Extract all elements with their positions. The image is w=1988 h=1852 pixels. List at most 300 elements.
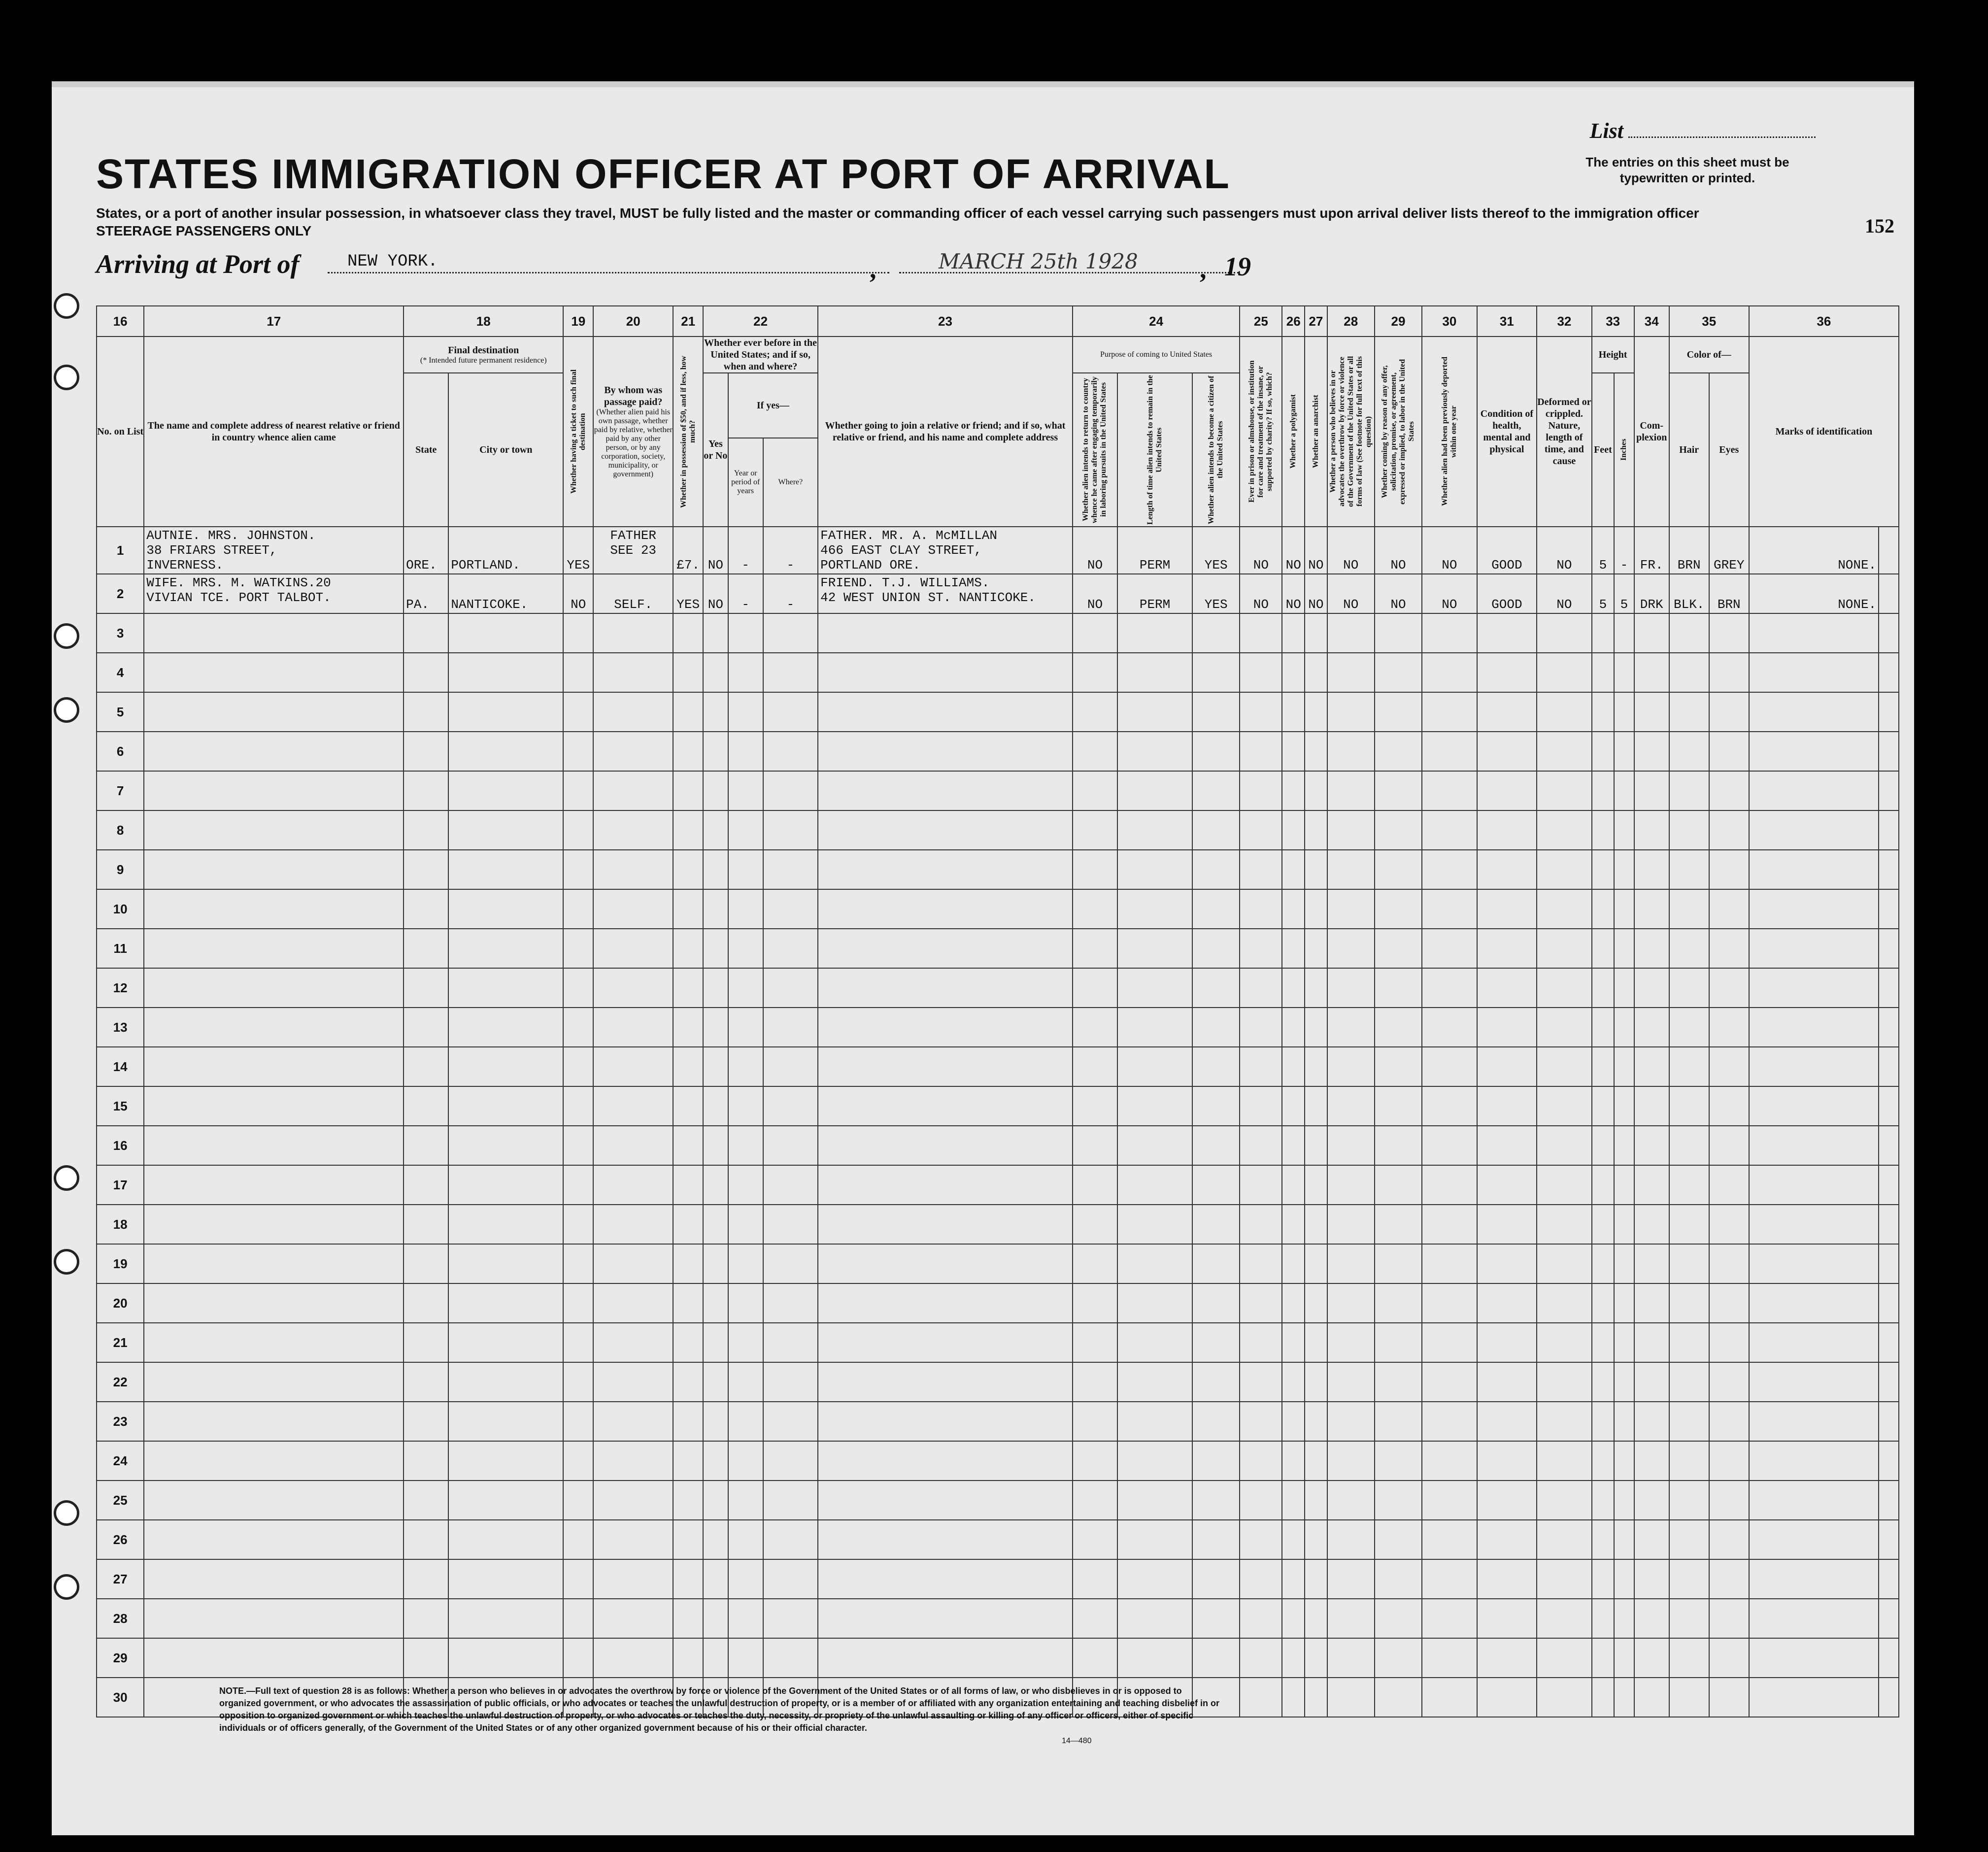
row-number: 26	[97, 1520, 144, 1559]
empty-cell	[1422, 929, 1477, 968]
column-number: 24	[1073, 306, 1240, 337]
empty-cell	[728, 1205, 763, 1244]
empty-cell	[1192, 1008, 1240, 1047]
empty-cell	[1240, 1165, 1282, 1205]
date-field: MARCH 25th 1928	[899, 251, 1239, 273]
cell-length: PERM	[1117, 574, 1192, 613]
table-row	[97, 968, 1899, 1008]
empty-cell	[763, 771, 818, 810]
cell-q28: NO	[1327, 527, 1375, 574]
empty-cell	[673, 1126, 703, 1165]
empty-cell	[1634, 1165, 1669, 1205]
empty-cell	[1422, 1638, 1477, 1678]
empty-cell	[1614, 1126, 1634, 1165]
empty-cell	[1537, 850, 1591, 889]
empty-cell	[703, 810, 728, 850]
empty-cell	[144, 1402, 404, 1441]
column-number: 31	[1477, 306, 1537, 337]
empty-cell	[448, 1481, 563, 1520]
empty-cell	[1375, 1638, 1422, 1678]
binder-hole	[54, 1165, 79, 1191]
empty-cell	[563, 1599, 593, 1638]
intro-line-1: States, or a port of another insular possession, in whatsoever class they travel, MUST be fully listed and the master or commanding officer of each vessel carrying such passengers must upon arrival deliver lists thereof to the immigration officer	[96, 205, 1699, 221]
empty-cell	[1634, 1323, 1669, 1362]
table-row	[97, 810, 1899, 850]
empty-cell	[593, 1283, 673, 1323]
empty-cell	[448, 850, 563, 889]
row-number: 9	[97, 850, 144, 889]
empty-cell	[593, 1441, 673, 1481]
empty-cell	[818, 1599, 1073, 1638]
empty-cell	[1669, 1165, 1709, 1205]
cell-inches: -	[1614, 527, 1634, 574]
empty-cell	[1669, 1283, 1709, 1323]
empty-cell	[1422, 968, 1477, 1008]
empty-cell	[1669, 1047, 1709, 1086]
empty-cell	[1669, 1559, 1709, 1599]
empty-cell	[728, 929, 763, 968]
empty-cell	[563, 1126, 593, 1165]
empty-cell	[144, 850, 404, 889]
paid-by-note: (Whether alien paid his own passage, whether paid by relative, whether paid by any other person, or by any corporation, society, municipality, or government)	[594, 408, 673, 478]
empty-cell	[1375, 1244, 1422, 1283]
empty-cell	[1537, 1481, 1591, 1520]
empty-cell	[1592, 732, 1615, 771]
empty-cell	[144, 929, 404, 968]
empty-cell	[1073, 1599, 1117, 1638]
join-line-1: FRIEND. T.J. WILLIAMS.	[820, 575, 990, 590]
empty-cell	[1537, 1205, 1591, 1244]
row-number: 14	[97, 1047, 144, 1086]
empty-cell	[818, 653, 1073, 692]
empty-cell	[448, 653, 563, 692]
empty-cell	[1422, 1086, 1477, 1126]
empty-cell	[1749, 968, 1879, 1008]
empty-cell	[144, 1362, 404, 1402]
empty-cell	[144, 1165, 404, 1205]
empty-cell	[1282, 850, 1305, 889]
empty-cell	[448, 810, 563, 850]
empty-cell	[1117, 1362, 1192, 1402]
empty-cell	[763, 732, 818, 771]
empty-cell	[1327, 1008, 1375, 1047]
empty-cell	[728, 1520, 763, 1559]
empty-cell	[1073, 1126, 1117, 1165]
row-number: 8	[97, 810, 144, 850]
empty-cell	[1614, 889, 1634, 929]
empty-cell	[673, 1047, 703, 1086]
row-number: 7	[97, 771, 144, 810]
empty-cell	[1240, 1441, 1282, 1481]
empty-cell	[1375, 692, 1422, 732]
cell-where: -	[763, 574, 818, 613]
empty-cell	[1327, 1086, 1375, 1126]
empty-cell	[1375, 968, 1422, 1008]
empty-cell	[1634, 1599, 1669, 1638]
empty-cell	[1749, 1481, 1879, 1520]
row-number: 23	[97, 1402, 144, 1441]
empty-cell	[1240, 968, 1282, 1008]
empty-cell	[703, 613, 728, 653]
empty-cell	[563, 771, 593, 810]
row-number: 13	[97, 1008, 144, 1047]
empty-cell	[1375, 1086, 1422, 1126]
empty-cell	[1634, 850, 1669, 889]
intro-text	[96, 204, 1699, 240]
empty-cell	[1282, 1520, 1305, 1559]
empty-cell	[1240, 732, 1282, 771]
empty-cell	[1073, 1362, 1117, 1402]
final-destination-label: Final destination	[448, 345, 519, 356]
row-number: 11	[97, 929, 144, 968]
empty-cell	[1537, 1047, 1591, 1086]
row-number: 3	[97, 613, 144, 653]
empty-cell	[1375, 1402, 1422, 1441]
empty-cell	[1879, 889, 1899, 929]
empty-cell	[1749, 692, 1879, 732]
manifest-sheet	[52, 81, 1914, 1835]
empty-cell	[1634, 968, 1669, 1008]
empty-cell	[1117, 1481, 1192, 1520]
column-number: 30	[1422, 306, 1477, 337]
empty-cell	[1879, 1008, 1899, 1047]
empty-cell	[1537, 1244, 1591, 1283]
empty-cell	[1282, 1678, 1305, 1717]
empty-cell	[144, 1047, 404, 1086]
empty-cell	[1240, 1599, 1282, 1638]
cell-nearest-relative	[144, 527, 404, 574]
empty-cell	[1592, 1008, 1615, 1047]
cell-paid-by: SELF.	[593, 574, 673, 613]
empty-cell	[818, 1638, 1073, 1678]
cell-hair: BRN	[1669, 527, 1709, 574]
cell-ticket: NO	[563, 574, 593, 613]
empty-cell	[1073, 850, 1117, 889]
empty-cell	[563, 1086, 593, 1126]
empty-cell	[593, 613, 673, 653]
table-row	[97, 613, 1899, 653]
header-if-yes: If yes—	[728, 373, 818, 438]
empty-cell	[1240, 692, 1282, 732]
empty-cell	[1879, 1599, 1899, 1638]
empty-cell	[593, 1362, 673, 1402]
empty-cell	[818, 692, 1073, 732]
empty-cell	[1282, 771, 1305, 810]
empty-cell	[763, 1441, 818, 1481]
empty-cell	[1537, 771, 1591, 810]
empty-cell	[1422, 653, 1477, 692]
empty-cell	[818, 1323, 1073, 1362]
empty-cell	[144, 1086, 404, 1126]
empty-cell	[703, 1362, 728, 1402]
empty-cell	[1709, 1126, 1749, 1165]
row-number: 25	[97, 1481, 144, 1520]
empty-cell	[1709, 1008, 1749, 1047]
empty-cell	[563, 889, 593, 929]
empty-cell	[1073, 1283, 1117, 1323]
empty-cell	[728, 771, 763, 810]
empty-cell	[703, 771, 728, 810]
empty-cell	[703, 1599, 728, 1638]
empty-cell	[818, 889, 1073, 929]
row-number: 28	[97, 1599, 144, 1638]
empty-cell	[1192, 1520, 1240, 1559]
empty-cell	[1669, 1362, 1709, 1402]
empty-cell	[1879, 810, 1899, 850]
empty-cell	[1477, 1165, 1537, 1205]
header-before-us: Whether ever before in the United States; and if so, when and where?	[703, 337, 818, 373]
empty-cell	[1375, 1559, 1422, 1599]
empty-cell	[1749, 1205, 1879, 1244]
empty-cell	[1669, 1678, 1709, 1717]
relative-line-1: AUTNIE. MRS. JOHNSTON.	[146, 528, 316, 543]
empty-cell	[1240, 1126, 1282, 1165]
empty-cell	[448, 1008, 563, 1047]
column-number: 23	[818, 306, 1073, 337]
row-number: 10	[97, 889, 144, 929]
empty-cell	[818, 732, 1073, 771]
empty-cell	[1477, 1086, 1537, 1126]
empty-cell	[1192, 1402, 1240, 1441]
empty-cell	[728, 613, 763, 653]
empty-cell	[1879, 771, 1899, 810]
column-number: 32	[1537, 306, 1591, 337]
empty-cell	[1327, 1678, 1375, 1717]
empty-cell	[1879, 1638, 1899, 1678]
empty-cell	[1305, 692, 1327, 732]
empty-cell	[1614, 1638, 1634, 1678]
empty-cell	[1614, 692, 1634, 732]
empty-cell	[144, 1559, 404, 1599]
empty-cell	[1282, 1283, 1305, 1323]
empty-cell	[703, 1402, 728, 1441]
empty-cell	[1537, 1678, 1591, 1717]
sheet-number: 152	[1865, 215, 1894, 237]
empty-cell	[1669, 692, 1709, 732]
year-prefix: 19	[1224, 252, 1251, 281]
empty-cell	[404, 1283, 448, 1323]
empty-cell	[1537, 1323, 1591, 1362]
empty-cell	[703, 1165, 728, 1205]
empty-cell	[1749, 732, 1879, 771]
empty-cell	[1422, 1244, 1477, 1283]
empty-cell	[593, 889, 673, 929]
empty-cell	[1634, 1126, 1669, 1165]
table-row	[97, 653, 1899, 692]
empty-cell	[673, 1638, 703, 1678]
empty-cell	[1327, 1599, 1375, 1638]
empty-cell	[1073, 889, 1117, 929]
empty-cell	[1477, 1520, 1537, 1559]
empty-cell	[1634, 929, 1669, 968]
empty-cell	[673, 1441, 703, 1481]
header-money	[673, 337, 703, 527]
table-row	[97, 889, 1899, 929]
empty-cell	[728, 1244, 763, 1283]
sheet-top-edge	[52, 81, 1914, 87]
column-number: 35	[1669, 306, 1749, 337]
empty-cell	[673, 1008, 703, 1047]
empty-cell	[1634, 1362, 1669, 1402]
empty-cell	[1327, 653, 1375, 692]
empty-cell	[1669, 889, 1709, 929]
empty-cell	[1879, 1402, 1899, 1441]
empty-cell	[144, 1205, 404, 1244]
empty-cell	[1709, 692, 1749, 732]
table-row	[97, 1362, 1899, 1402]
empty-cell	[1327, 929, 1375, 968]
header-year-period: Year or period of years	[728, 438, 763, 527]
empty-cell	[1592, 1678, 1615, 1717]
empty-cell	[1669, 1441, 1709, 1481]
empty-cell	[1192, 1283, 1240, 1323]
empty-cell	[1192, 692, 1240, 732]
empty-cell	[1879, 613, 1899, 653]
empty-cell	[703, 850, 728, 889]
cell-hair: BLK.	[1669, 574, 1709, 613]
empty-cell	[1327, 1165, 1375, 1205]
empty-cell	[763, 1008, 818, 1047]
empty-cell	[1879, 1244, 1899, 1283]
empty-cell	[728, 1402, 763, 1441]
cell-state: PA.	[404, 574, 448, 613]
empty-cell	[593, 1323, 673, 1362]
empty-cell	[1592, 1599, 1615, 1638]
empty-cell	[673, 1520, 703, 1559]
empty-cell	[1749, 810, 1879, 850]
empty-cell	[563, 1362, 593, 1402]
empty-cell	[1709, 1205, 1749, 1244]
empty-cell	[728, 653, 763, 692]
empty-cell	[1634, 889, 1669, 929]
empty-cell	[1709, 1441, 1749, 1481]
header-join-relative: Whether going to join a relative or friend; and if so, what relative or friend, and his name and complete address	[818, 337, 1073, 527]
arriving-label: Arriving at Port of	[96, 249, 300, 279]
empty-cell	[1634, 1086, 1669, 1126]
empty-cell	[404, 850, 448, 889]
inches-label: Inches	[1619, 438, 1628, 461]
empty-cell	[728, 1559, 763, 1599]
empty-cell	[1614, 968, 1634, 1008]
empty-cell	[1327, 889, 1375, 929]
empty-cell	[404, 1047, 448, 1086]
row-number: 27	[97, 1559, 144, 1599]
empty-cell	[404, 692, 448, 732]
empty-cell	[1282, 613, 1305, 653]
empty-cell	[593, 850, 673, 889]
empty-cell	[404, 1599, 448, 1638]
header-yes-no: Yes or No	[703, 373, 728, 527]
empty-cell	[763, 1047, 818, 1086]
empty-cell	[673, 732, 703, 771]
empty-cell	[1634, 613, 1669, 653]
empty-cell	[1669, 613, 1709, 653]
empty-cell	[1305, 1362, 1327, 1402]
empty-cell	[1327, 732, 1375, 771]
empty-cell	[448, 1205, 563, 1244]
cell-before: NO	[703, 527, 728, 574]
empty-cell	[1117, 810, 1192, 850]
empty-cell	[1305, 1599, 1327, 1638]
empty-cell	[1709, 1520, 1749, 1559]
cell-q30: NO	[1422, 574, 1477, 613]
empty-cell	[1305, 810, 1327, 850]
empty-cell	[1749, 1638, 1879, 1678]
cell-prison: NO	[1240, 574, 1282, 613]
column-number: 18	[404, 306, 563, 337]
manifest-table	[96, 305, 1899, 1717]
empty-cell	[1282, 1441, 1305, 1481]
empty-cell	[1282, 1126, 1305, 1165]
empty-cell	[1240, 1205, 1282, 1244]
empty-cell	[1749, 1362, 1879, 1402]
empty-cell	[1537, 810, 1591, 850]
empty-cell	[818, 1047, 1073, 1086]
empty-cell	[1422, 1283, 1477, 1323]
empty-cell	[1282, 810, 1305, 850]
empty-cell	[1592, 1362, 1615, 1402]
empty-cell	[1614, 810, 1634, 850]
empty-cell	[1634, 1047, 1669, 1086]
empty-cell	[1327, 850, 1375, 889]
empty-cell	[1879, 1520, 1899, 1559]
empty-cell	[1709, 1244, 1749, 1283]
empty-cell	[404, 1402, 448, 1441]
empty-cell	[1375, 850, 1422, 889]
empty-cell	[1117, 1441, 1192, 1481]
empty-cell	[763, 1205, 818, 1244]
empty-cell	[1592, 1047, 1615, 1086]
column-number: 33	[1592, 306, 1634, 337]
header-complexion: Com- plexion	[1634, 337, 1669, 527]
empty-cell	[1592, 1559, 1615, 1599]
empty-cell	[563, 1047, 593, 1086]
empty-cell	[818, 968, 1073, 1008]
binder-hole	[54, 1249, 79, 1275]
empty-cell	[1073, 653, 1117, 692]
empty-cell	[1073, 810, 1117, 850]
empty-cell	[1375, 771, 1422, 810]
table-row	[97, 771, 1899, 810]
empty-cell	[1537, 1402, 1591, 1441]
empty-cell	[1537, 732, 1591, 771]
empty-cell	[1282, 1008, 1305, 1047]
empty-cell	[1117, 850, 1192, 889]
empty-cell	[1305, 1008, 1327, 1047]
empty-cell	[1879, 850, 1899, 889]
table-row	[97, 1520, 1899, 1559]
empty-cell	[1282, 732, 1305, 771]
empty-cell	[144, 1638, 404, 1678]
empty-cell	[728, 1086, 763, 1126]
empty-cell	[1879, 653, 1899, 692]
empty-cell	[763, 1086, 818, 1126]
empty-cell	[144, 1599, 404, 1638]
empty-cell	[1477, 968, 1537, 1008]
empty-cell	[448, 1599, 563, 1638]
empty-cell	[563, 1559, 593, 1599]
empty-cell	[1305, 732, 1327, 771]
empty-cell	[1749, 771, 1879, 810]
empty-cell	[763, 889, 818, 929]
cell-citizen: YES	[1192, 527, 1240, 574]
empty-cell	[1537, 889, 1591, 929]
empty-cell	[1709, 929, 1749, 968]
empty-cell	[763, 1481, 818, 1520]
empty-cell	[1422, 1126, 1477, 1165]
empty-cell	[1327, 1047, 1375, 1086]
cell-q29: NO	[1375, 574, 1422, 613]
